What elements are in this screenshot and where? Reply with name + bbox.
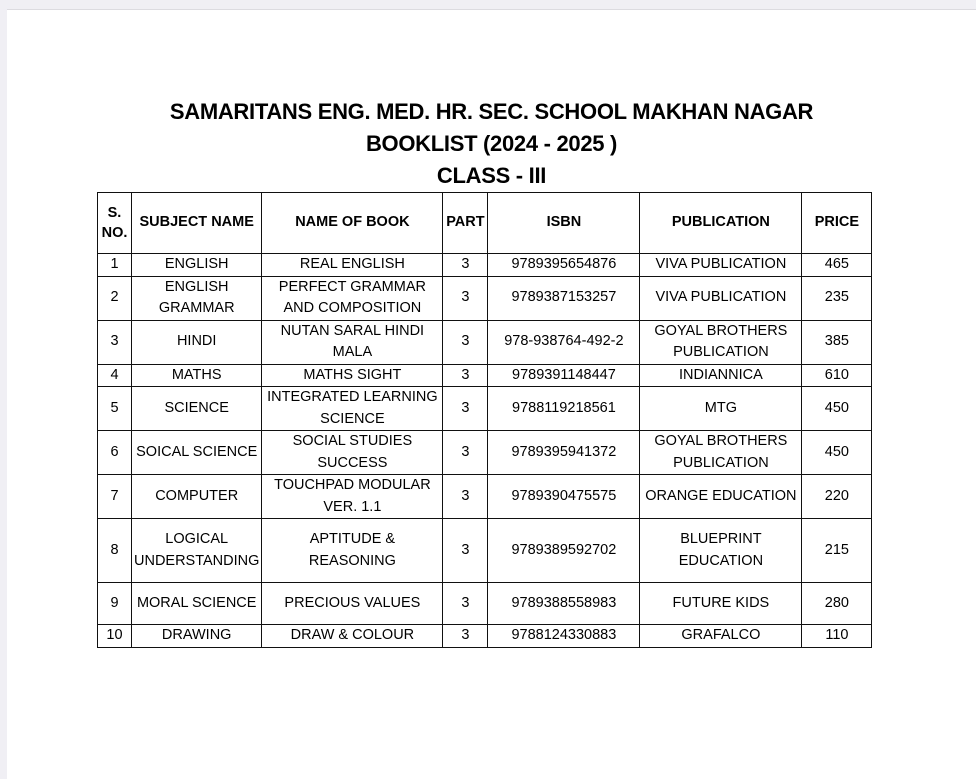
table-row bbox=[98, 519, 872, 583]
header-price: PRICE bbox=[802, 193, 872, 254]
header-publication: PUBLICATION bbox=[640, 193, 802, 254]
table-row bbox=[98, 475, 872, 519]
cell-book: REAL ENGLISH bbox=[262, 254, 443, 277]
cell-isbn: 9789388558983 bbox=[488, 583, 640, 625]
cell-publication: FUTURE KIDS bbox=[640, 583, 802, 625]
document-page bbox=[7, 9, 976, 779]
cell-part: 3 bbox=[443, 519, 488, 583]
cell-publication: ORANGE EDUCATION bbox=[640, 475, 802, 519]
cell-book: SOCIAL STUDIES SUCCESS bbox=[262, 431, 443, 475]
table-row bbox=[98, 276, 872, 320]
cell-price: 110 bbox=[802, 625, 872, 648]
header-book: NAME OF BOOK bbox=[262, 193, 443, 254]
cell-subject: MORAL SCIENCE bbox=[132, 583, 262, 625]
cell-book: TOUCHPAD MODULAR VER. 1.1 bbox=[262, 475, 443, 519]
cell-sno: 9 bbox=[98, 583, 132, 625]
cell-price: 385 bbox=[802, 320, 872, 364]
cell-price: 235 bbox=[802, 276, 872, 320]
cell-sno: 5 bbox=[98, 387, 132, 431]
cell-book: PERFECT GRAMMAR AND COMPOSITION bbox=[262, 276, 443, 320]
cell-price: 280 bbox=[802, 583, 872, 625]
cell-subject: SOICAL SCIENCE bbox=[132, 431, 262, 475]
cell-isbn: 978-938764-492-2 bbox=[488, 320, 640, 364]
cell-isbn: 9788124330883 bbox=[488, 625, 640, 648]
cell-publication: MTG bbox=[640, 387, 802, 431]
cell-isbn: 9789395654876 bbox=[488, 254, 640, 277]
cell-part: 3 bbox=[443, 254, 488, 277]
cell-isbn: 9789390475575 bbox=[488, 475, 640, 519]
cell-isbn: 9789387153257 bbox=[488, 276, 640, 320]
cell-price: 215 bbox=[802, 519, 872, 583]
cell-part: 3 bbox=[443, 475, 488, 519]
table-row bbox=[98, 583, 872, 625]
booklist-year-title: BOOKLIST (2024 - 2025 ) bbox=[365, 131, 618, 156]
cell-part: 3 bbox=[443, 276, 488, 320]
cell-book: APTITUDE & REASONING bbox=[262, 519, 443, 583]
cell-book: INTEGRATED LEARNING SCIENCE bbox=[262, 387, 443, 431]
cell-part: 3 bbox=[443, 431, 488, 475]
cell-subject: DRAWING bbox=[132, 625, 262, 648]
header-isbn: ISBN bbox=[488, 193, 640, 254]
header-subject: SUBJECT NAME bbox=[132, 193, 262, 254]
cell-sno: 2 bbox=[98, 276, 132, 320]
cell-price: 465 bbox=[802, 254, 872, 277]
cell-sno: 3 bbox=[98, 320, 132, 364]
cell-part: 3 bbox=[443, 364, 488, 387]
document-header bbox=[7, 96, 976, 192]
cell-price: 220 bbox=[802, 475, 872, 519]
cell-publication: INDIANNICA bbox=[640, 364, 802, 387]
table-row bbox=[98, 254, 872, 277]
cell-publication: GOYAL BROTHERS PUBLICATION bbox=[640, 320, 802, 364]
cell-subject: COMPUTER bbox=[132, 475, 262, 519]
header-part: PART bbox=[443, 193, 488, 254]
cell-part: 3 bbox=[443, 387, 488, 431]
table-row bbox=[98, 320, 872, 364]
table-header-row bbox=[98, 193, 872, 254]
table-row bbox=[98, 364, 872, 387]
cell-price: 450 bbox=[802, 387, 872, 431]
cell-publication: VIVA PUBLICATION bbox=[640, 276, 802, 320]
cell-isbn: 9789389592702 bbox=[488, 519, 640, 583]
cell-isbn: 9788119218561 bbox=[488, 387, 640, 431]
cell-book: DRAW & COLOUR bbox=[262, 625, 443, 648]
cell-sno: 6 bbox=[98, 431, 132, 475]
cell-sno: 4 bbox=[98, 364, 132, 387]
table-row bbox=[98, 625, 872, 648]
cell-price: 450 bbox=[802, 431, 872, 475]
cell-sno: 1 bbox=[98, 254, 132, 277]
cell-isbn: 9789391148447 bbox=[488, 364, 640, 387]
cell-sno: 10 bbox=[98, 625, 132, 648]
cell-isbn: 9789395941372 bbox=[488, 431, 640, 475]
cell-publication: GOYAL BROTHERS PUBLICATION bbox=[640, 431, 802, 475]
cell-price: 610 bbox=[802, 364, 872, 387]
cell-publication: GRAFALCO bbox=[640, 625, 802, 648]
cell-subject: ENGLISH GRAMMAR bbox=[132, 276, 262, 320]
cell-sno: 8 bbox=[98, 519, 132, 583]
table-row bbox=[98, 431, 872, 475]
cell-book: PRECIOUS VALUES bbox=[262, 583, 443, 625]
cell-part: 3 bbox=[443, 320, 488, 364]
cell-subject: ENGLISH bbox=[132, 254, 262, 277]
cell-publication: BLUEPRINT EDUCATION bbox=[640, 519, 802, 583]
cell-part: 3 bbox=[443, 625, 488, 648]
cell-book: MATHS SIGHT bbox=[262, 364, 443, 387]
cell-subject: SCIENCE bbox=[132, 387, 262, 431]
class-title: CLASS - III bbox=[436, 163, 547, 188]
booklist-table bbox=[97, 192, 872, 648]
cell-part: 3 bbox=[443, 583, 488, 625]
table-row bbox=[98, 387, 872, 431]
cell-subject: HINDI bbox=[132, 320, 262, 364]
school-name-title: SAMARITANS ENG. MED. HR. SEC. SCHOOL MAKHAN NAGAR bbox=[169, 99, 814, 124]
cell-publication: VIVA PUBLICATION bbox=[640, 254, 802, 277]
header-sno: S. NO. bbox=[98, 193, 132, 254]
cell-sno: 7 bbox=[98, 475, 132, 519]
cell-subject: MATHS bbox=[132, 364, 262, 387]
cell-book: NUTAN SARAL HINDI MALA bbox=[262, 320, 443, 364]
cell-subject: LOGICAL UNDERSTANDING bbox=[132, 519, 262, 583]
